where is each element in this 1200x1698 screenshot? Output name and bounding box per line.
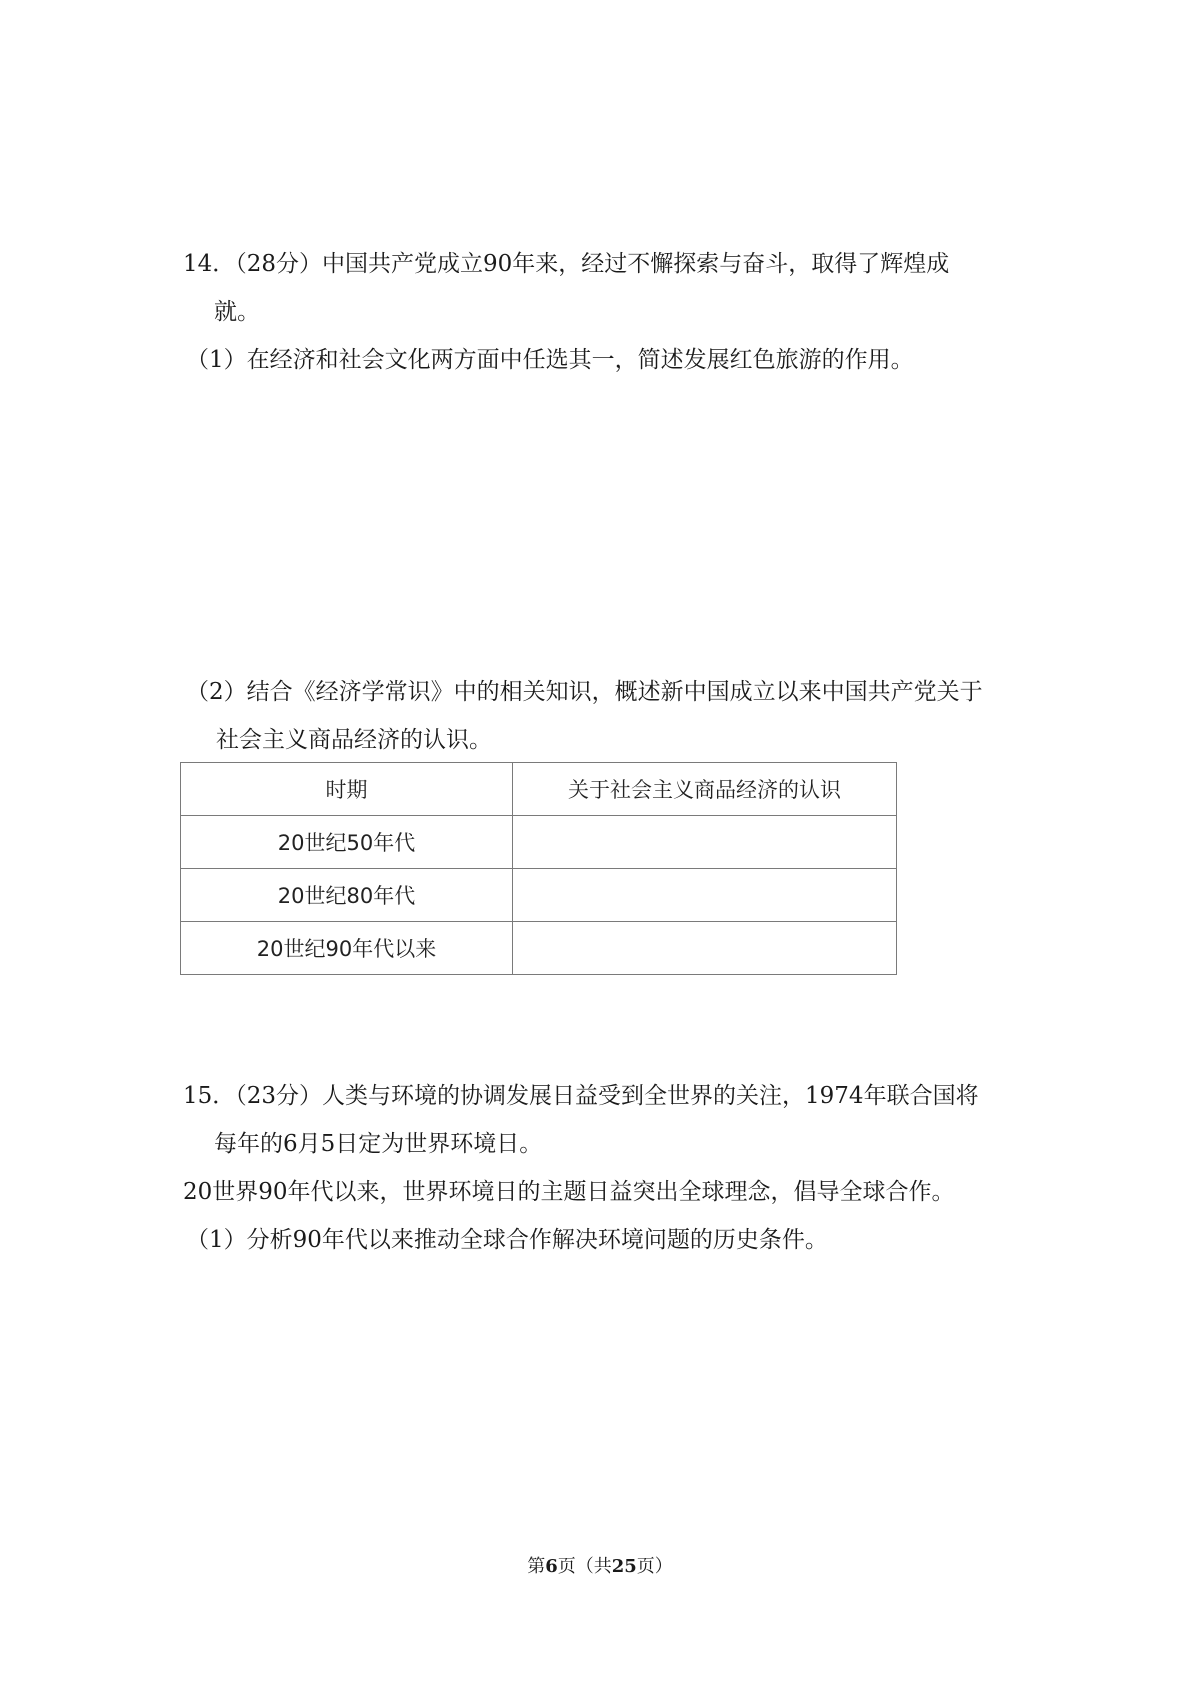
table-cell-answer (513, 816, 897, 869)
period-table (180, 762, 897, 975)
table-row (181, 922, 897, 975)
table-cell-period: 20世纪90年代以来 (181, 922, 513, 975)
table-row (181, 869, 897, 922)
table-cell-answer (513, 869, 897, 922)
q14-part2-line1: （2）结合《经济学常识》中的相关知识，概述新中国成立以来中国共产党关于 (186, 679, 983, 705)
footer-middle: 页（共 (557, 1556, 612, 1577)
table-cell-period: 20世纪80年代 (181, 869, 513, 922)
table-cell-answer (513, 922, 897, 975)
footer-total-pages: 25 (611, 1556, 637, 1577)
q15-stem-line2: 每年的6月5日定为世界环境日。 (214, 1131, 543, 1157)
page-footer (0, 1555, 1200, 1579)
q15-part1: （1）分析90年代以来推动全球合作解决环境问题的历史条件。 (186, 1227, 828, 1253)
q15-stem-line1: 15．（23分）人类与环境的协调发展日益受到全世界的关注，1974年联合国将 (183, 1083, 979, 1109)
footer-prefix: 第 (527, 1556, 546, 1577)
table-cell-period: 20世纪50年代 (181, 816, 513, 869)
q14-part1: （1）在经济和社会文化两方面中任选其一，简述发展红色旅游的作用。 (186, 347, 914, 373)
table-header-understanding: 关于社会主义商品经济的认识 (513, 763, 897, 816)
footer-suffix: 页） (636, 1556, 673, 1577)
q14-stem-line1: 14．（28分）中国共产党成立90年来，经过不懈探索与奋斗，取得了辉煌成 (183, 251, 950, 277)
q15-stem-line3: 20世界90年代以来，世界环境日的主题日益突出全球理念，倡导全球合作。 (183, 1179, 955, 1205)
table-row (181, 816, 897, 869)
q14-stem-line2: 就。 (214, 299, 260, 325)
footer-page-number: 6 (545, 1556, 558, 1577)
table-header-row (181, 763, 897, 816)
q14-part2-line2: 社会主义商品经济的认识。 (216, 727, 492, 753)
table-header-period: 时期 (181, 763, 513, 816)
